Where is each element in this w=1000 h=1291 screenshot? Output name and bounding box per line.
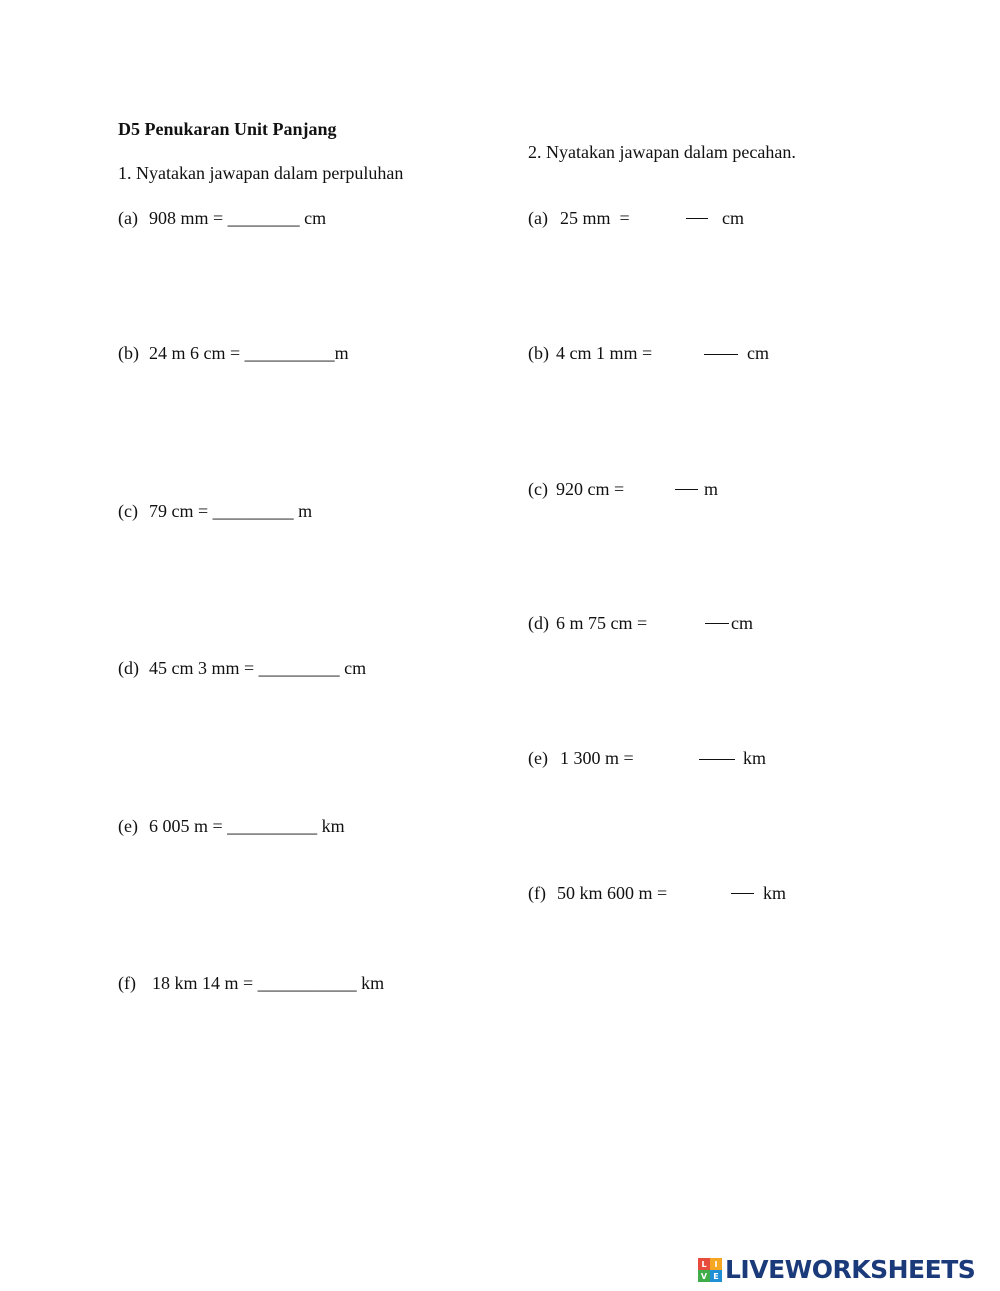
s2-question-e-fraction-bar[interactable] xyxy=(699,759,735,760)
s2-question-d-fraction-bar[interactable] xyxy=(705,623,729,624)
s2-question-f-fraction-bar[interactable] xyxy=(731,893,754,894)
s2-question-c-unit: m xyxy=(704,479,719,499)
s2-question-c: 920 cm = xyxy=(556,479,625,499)
s1-question-c[interactable]: 79 cm = _________ m xyxy=(149,501,313,521)
s2-question-c-label: (c) xyxy=(528,479,548,499)
s2-question-e: 1 300 m = xyxy=(560,748,634,768)
s2-question-b-label: (b) xyxy=(528,343,549,363)
logo-letter-e: E xyxy=(710,1270,722,1282)
s1-question-f-label: (f) xyxy=(118,973,136,993)
s2-question-d: 6 m 75 cm = xyxy=(556,613,648,633)
s2-question-e-unit: km xyxy=(743,748,767,768)
s2-question-b-unit: cm xyxy=(747,343,769,363)
brand-name: LIVEWORKSHEETS xyxy=(725,1255,976,1284)
s1-question-d-label: (d) xyxy=(118,658,139,678)
liveworksheets-brand[interactable] xyxy=(698,1256,975,1284)
s1-question-b[interactable]: 24 m 6 cm = __________m xyxy=(149,343,349,363)
logo-letter-i: I xyxy=(710,1258,722,1270)
s2-question-e-label: (e) xyxy=(528,748,548,768)
worksheet-title: D5 Penukaran Unit Panjang xyxy=(118,119,337,139)
s2-question-b: 4 cm 1 mm = xyxy=(556,343,653,363)
s1-question-a-label: (a) xyxy=(118,208,138,228)
s2-question-f-unit: km xyxy=(763,883,787,903)
logo-letter-v: V xyxy=(698,1270,710,1282)
s1-question-e-label: (e) xyxy=(118,816,138,836)
s2-question-a: 25 mm = xyxy=(560,208,630,228)
s2-question-d-label: (d) xyxy=(528,613,549,633)
s1-question-c-label: (c) xyxy=(118,501,138,521)
logo-letter-l: L xyxy=(698,1258,710,1270)
s1-question-d[interactable]: 45 cm 3 mm = _________ cm xyxy=(149,658,367,678)
s2-question-c-fraction-bar[interactable] xyxy=(675,489,698,490)
s1-question-f[interactable]: 18 km 14 m = ___________ km xyxy=(152,973,385,993)
s1-question-e[interactable]: 6 005 m = __________ km xyxy=(149,816,345,836)
s1-question-a[interactable]: 908 mm = ________ cm xyxy=(149,208,327,228)
s1-question-b-label: (b) xyxy=(118,343,139,363)
section2-instruction: 2. Nyatakan jawapan dalam pecahan. xyxy=(528,142,796,162)
s2-question-b-fraction-bar[interactable] xyxy=(704,354,738,355)
s2-question-a-fraction-bar[interactable] xyxy=(686,218,708,219)
s2-question-f: 50 km 600 m = xyxy=(557,883,668,903)
section1-instruction: 1. Nyatakan jawapan dalam perpuluhan xyxy=(118,163,404,183)
liveworksheets-logo-icon xyxy=(698,1258,722,1282)
s2-question-d-unit: cm xyxy=(731,613,753,633)
s2-question-f-label: (f) xyxy=(528,883,546,903)
s2-question-a-unit: cm xyxy=(722,208,744,228)
s2-question-a-label: (a) xyxy=(528,208,548,228)
